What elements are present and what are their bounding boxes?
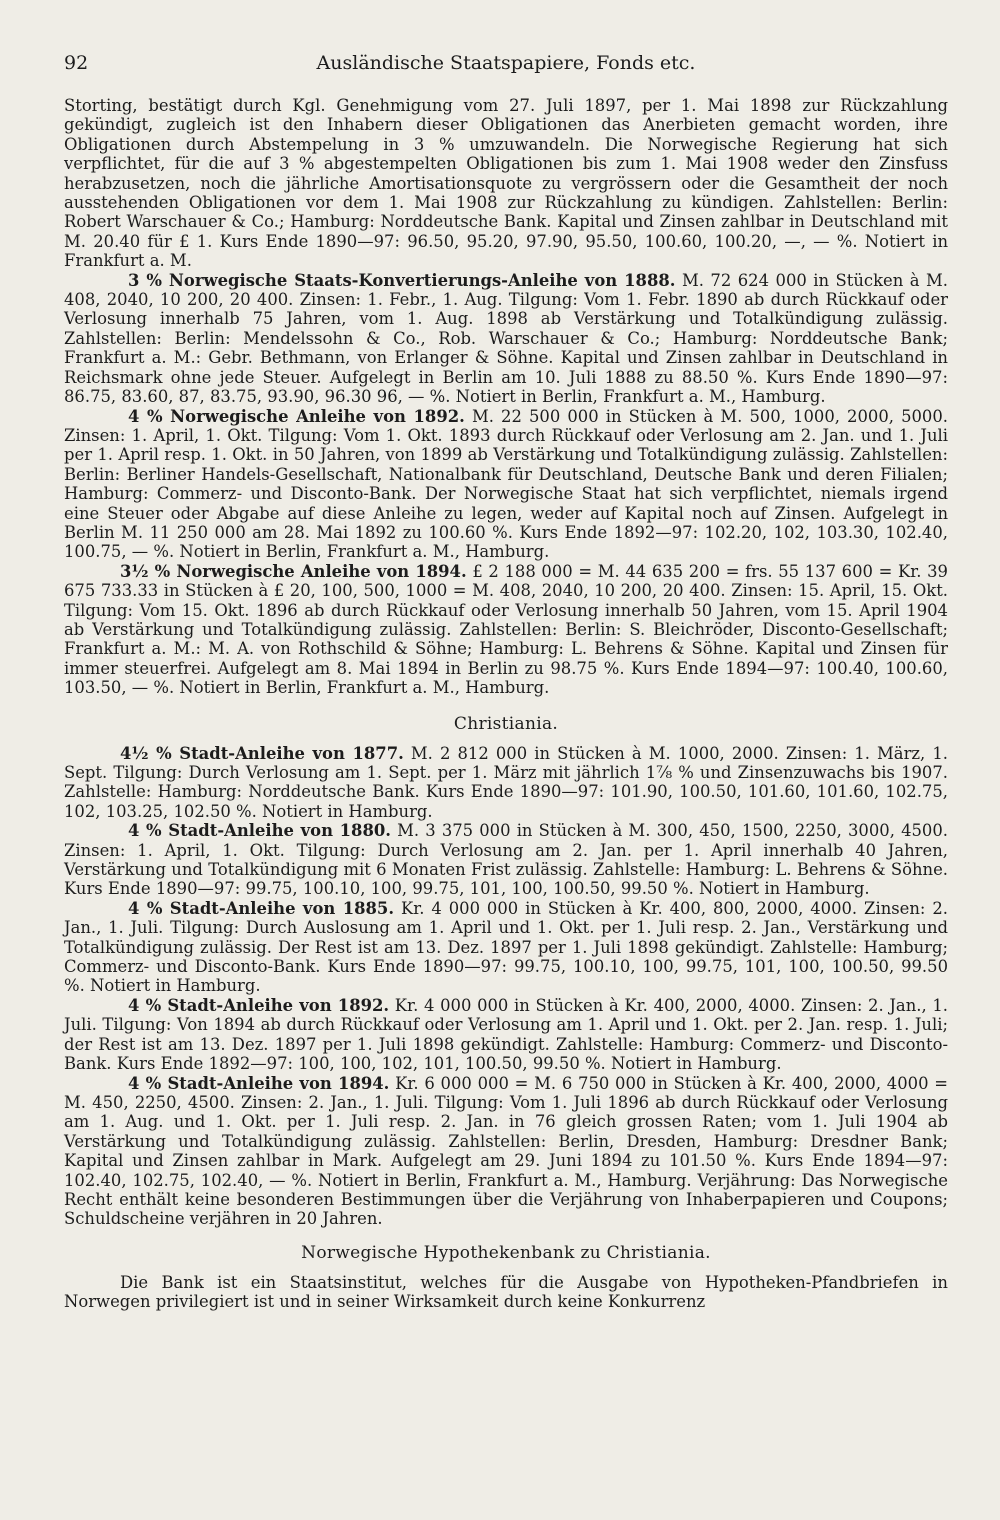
entry-loan-1894 xyxy=(64,562,948,698)
section-heading-hypothekenbank: Norwegische Hypothekenbank zu Christiania. xyxy=(301,1242,711,1263)
entry-stadt-1880 xyxy=(64,821,948,899)
entry-title: 3½ % Norwegische Anleihe von 1894. xyxy=(120,561,467,581)
paragraph-hypothekenbank: Die Bank ist ein Staatsinstitut, welches für die Ausgabe von Hypotheken-Pfandbriefen in Norwegen privilegiert ist und in seiner Wirksamkeit durch keine Konkurrenz xyxy=(64,1272,948,1312)
running-title: Ausländische Staatspapiere, Fonds etc. xyxy=(316,52,696,74)
entry-text: Kr. 6 000 000 = M. 6 750 000 in Stücken à Kr. 400, 2000, 4000 = M. 450, 2250, 4500. Zinsen: 2. Jan., 1. Juli. Tilgung: Vom 1. Juli 1896 ab durch Rückkauf oder Verlosung am 1. Aug. und 1. Okt. per 1. Juli resp. 2. Jan. in 76 gleich grossen Raten; vom 1. Juli 1904 ab Verstärkung und Totalkündigung zulässig. Zahlstellen: Berlin, Dresden, Hamburg: Dresdner Bank; Kapital und Zinsen zahlbar in Mark. Aufgelegt am 29. Juni 1894 zu 101.50 %. Kurs Ende 1894—97: 102.40, 102.75, 102.40, — %. Notiert in Berlin, Frankfurt a. M., Hamburg. Verjährung: Das Norwegische Recht enthält keine besonderen Bestimmungen über die Verjährung von Inhaberpapieren und Coupons; Schuldscheine verjähren in 20 Jahren. xyxy=(64,1073,948,1229)
entry-loan-1892 xyxy=(64,407,948,562)
entry-text: Kr. 4 000 000 in Stücken à Kr. 400, 800, 2000, 4000. Zinsen: 2. Jan., 1. Juli. Tilgung: Durch Auslosung am 1. April und 1. Okt. per 1. Juli resp. 2. Jan., Verstärkung und Totalkündigung zulässig. Der Rest ist am 13. Dez. 1897 per 1. Juli 1898 gekündigt. Zahlstelle: Hamburg; Commerz- und Disconto-Bank. Kurs Ende 1890—97: 99.75, 100.10, 100, 99.75, 101, 100, 100.50, 99.50 %. Notiert in Hamburg. xyxy=(64,898,948,996)
entry-loan-1888 xyxy=(64,271,948,407)
entry-text: £ 2 188 000 = M. 44 635 200 = frs. 55 137 600 = Kr. 39 675 733.33 in Stücken à £ 20, 100, 500, 1000 = M. 408, 2040, 10 200, 20 400. Zinsen: 15. April, 15. Okt. Tilgung: Vom 15. Okt. 1896 ab durch Rückkauf oder Verlosung innerhalb 50 Jahren, vom 15. April 1904 ab Verstärkung und Totalkündigung zulässig. Zahlstellen: Berlin: S. Bleichröder, Disconto-Gesellschaft; Frankfurt a. M.: M. A. von Rothschild & Söhne; Hamburg: L. Behrens & Söhne. Kapital und Zinsen für immer steuerfrei. Aufgelegt am 8. Mai 1894 in Berlin zu 98.75 %. Kurs Ende 1894—97: 100.40, 100.60, 103.50, — %. Notiert in Berlin, Frankfurt a. M., Hamburg. xyxy=(64,561,948,698)
entry-text: M. 22 500 000 in Stücken à M. 500, 1000, 2000, 5000. Zinsen: 1. April, 1. Okt. Tilgung: Vom 1. Okt. 1893 durch Rückkauf oder Verlosung am 2. Jan. und 1. Juli per 1. April resp. 1. Okt. in 50 Jahren, von 1899 ab Verstärkung und Totalkündigung zulässig. Zahlstellen: Berlin: Berliner Handels-Gesellschaft, Nationalbank für Deutschland, Deutsche Bank und deren Filialen; Hamburg: Commerz- und Disconto-Bank. Der Norwegische Staat hat sich verpflichtet, niemals irgend eine Steuer oder Abgabe auf diese Anleihe zu legen, weder auf Kapital noch auf Zinsen. Aufgelegt in Berlin M. 11 250 000 am 28. Mai 1892 zu 100.60 %. Kurs Ende 1892—97: 102.20, 102, 103.30, 102.40, 100.75, — %. Notiert in Berlin, Frankfurt a. M., Hamburg. xyxy=(64,406,948,562)
page-body xyxy=(64,96,948,1312)
section-heading-christiania: Christiania. xyxy=(453,713,559,734)
page-number: 92 xyxy=(64,52,89,74)
paragraph-storting-continuation: Storting, bestätigt durch Kgl. Genehmigung vom 27. Juli 1897, per 1. Mai 1898 zur Rückzahlung gekündigt, zugleich ist den Inhabern dieser Obligationen das Anerbieten gemacht worden, ihre Obligationen durch Abstempelung in 3 % umzuwandeln. Die Norwegische Regierung hat sich verpflichtet, für die auf 3 % abgestempelten Obligationen bis zum 1. Mai 1908 weder den Zinsfuss herabzusetzen, noch die jährliche Amortisationsquote zu vergrössern oder die Gesamtheit der noch ausstehenden Obligationen vor dem 1. Mai 1908 zur Rückzahlung zu kündigen. Zahlstellen: Berlin: Robert Warschauer & Co.; Hamburg: Norddeutsche Bank. Kapital und Zinsen zahlbar in Deutschland mit M. 20.40 für £ 1. Kurs Ende 1890—97: 96.50, 95.20, 97.90, 95.50, 100.60, 100.20, —, — %. Notiert in Frankfurt a. M. xyxy=(64,96,948,271)
entry-stadt-1894 xyxy=(64,1074,948,1229)
entry-text: Kr. 4 000 000 in Stücken à Kr. 400, 2000, 4000. Zinsen: 2. Jan., 1. Juli. Tilgung: Von 1894 ab durch Rückkauf oder Verlosung am 1. April und 1. Okt. per 2. Jan. resp. 1. Juli; der Rest ist am 13. Dez. 1897 per 1. Juli 1898 gekündigt. Zahlstelle: Hamburg: Commerz- und Disconto-Bank. Kurs Ende 1892—97: 100, 100, 102, 101, 100.50, 99.50 %. Notiert in Hamburg. xyxy=(64,995,948,1074)
entry-title: 4½ % Stadt-Anleihe von 1877. xyxy=(120,743,404,763)
entry-stadt-1892 xyxy=(64,996,948,1074)
entry-title: 3 % Norwegische Staats-Konvertierungs-Anleihe von 1888. xyxy=(128,270,676,290)
entry-title: 4 % Stadt-Anleihe von 1894. xyxy=(128,1073,390,1093)
entry-stadt-1877 xyxy=(64,744,948,822)
entry-title: 4 % Norwegische Anleihe von 1892. xyxy=(128,406,465,426)
entry-stadt-1885 xyxy=(64,899,948,996)
entry-text: M. 2 812 000 in Stücken à M. 1000, 2000. Zinsen: 1. März, 1. Sept. Tilgung: Durch Verlosung am 1. Sept. per 1. März mit jährlich 1⅞ % und Zinsenzuwachs bis 1907. Zahlstelle: Hamburg: Norddeutsche Bank. Kurs Ende 1890—97: 101.90, 100.50, 101.60, 101.60, 102.75, 102, 103.25, 102.50 %. Notiert in Hamburg. xyxy=(64,743,948,821)
entry-title: 4 % Stadt-Anleihe von 1880. xyxy=(128,821,391,841)
entry-text: M. 3 375 000 in Stücken à M. 300, 450, 1500, 2250, 3000, 4500. Zinsen: 1. April, 1. Okt. Tilgung: Durch Verlosung am 2. Jan. per 1. April innerhalb 40 Jahren, Verstärkung und Totalkündigung mit 6 Monaten Frist zulässig. Zahlstelle: Hamburg: L. Behrens & Söhne. Kurs Ende 1890—97: 99.75, 100.10, 100, 99.75, 101, 100, 100.50, 99.50 %. Notiert in Hamburg. xyxy=(64,821,948,899)
entry-title: 4 % Stadt-Anleihe von 1885. xyxy=(128,898,395,918)
entry-text: M. 72 624 000 in Stücken à M. 408, 2040, 10 200, 20 400. Zinsen: 1. Febr., 1. Aug. Tilgung: Vom 1. Febr. 1890 ab durch Rückkauf oder Verlosung innerhalb 75 Jahren, vom 1. Aug. 1898 ab Verstärkung und Totalkündigung zulässig. Zahlstellen: Berlin: Mendelssohn & Co., Rob. Warschauer & Co.; Hamburg: Norddeutsche Bank; Frankfurt a. M.: Gebr. Bethmann, von Erlanger & Söhne. Kapital und Zinsen zahlbar in Deutschland in Reichsmark ohne jede Steuer. Aufgelegt in Berlin am 10. Juli 1888 zu 88.50 %. Kurs Ende 1890—97: 86.75, 83.60, 87, 83.75, 93.90, 96.30 96, — %. Notiert in Berlin, Frankfurt a. M., Hamburg. xyxy=(64,270,949,407)
entry-title: 4 % Stadt-Anleihe von 1892. xyxy=(128,995,390,1015)
page-header xyxy=(64,52,948,82)
